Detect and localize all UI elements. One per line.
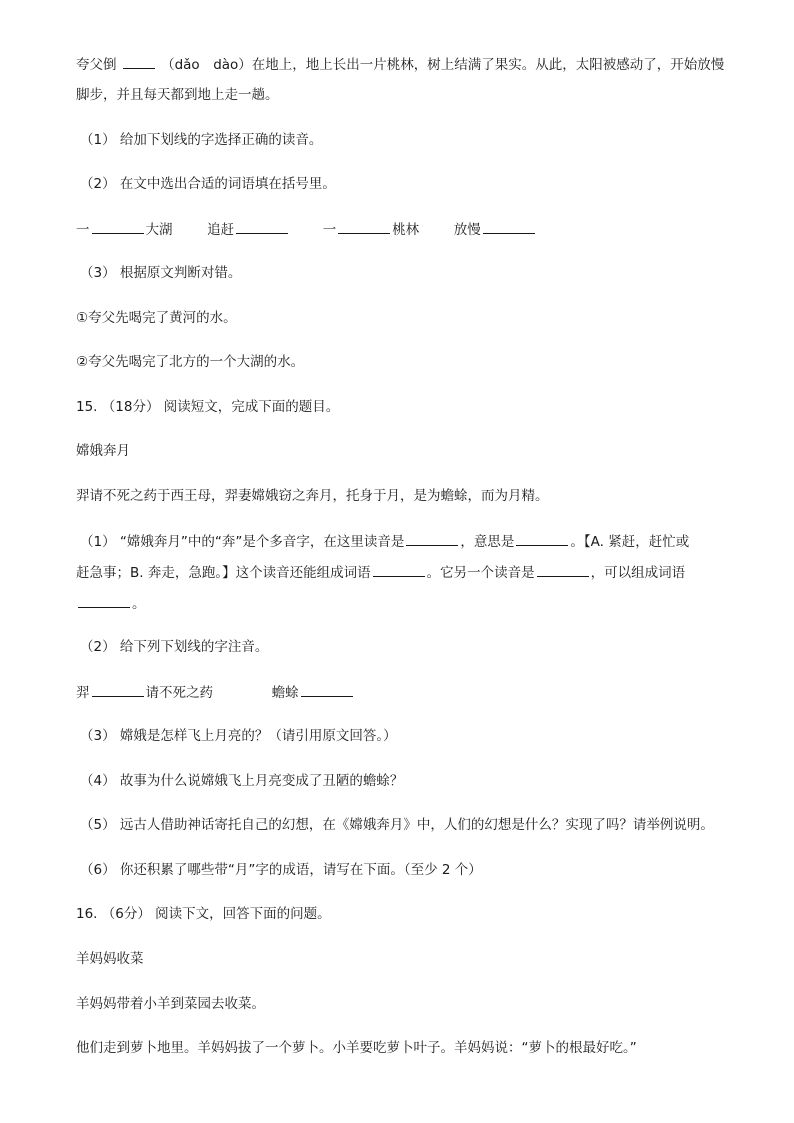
q14-sub-3: （3） 根据原文判断对错。 (80, 265, 242, 281)
q14-judge-2: ②夸父先喝完了北方的一个大湖的水。 (76, 354, 305, 370)
blank (92, 682, 144, 697)
blank (483, 219, 535, 234)
paragraph-line-2: 脚步，并且每天都到地上走一趟。 (76, 87, 279, 103)
blank (123, 54, 155, 69)
q15-heading: 15. （18分） 阅读短文，完成下面的题目。 (76, 399, 340, 415)
q15-sub-1-line-2: 赶急事；B. 奔走，急跑。】这个读音还能组成词语 。它另一个读音是 ，可以组成词语 (76, 562, 685, 583)
blank (338, 219, 390, 234)
q14-fill-row: 一 大湖 追赶 一 桃林 放慢 (76, 219, 537, 240)
blank (373, 562, 425, 577)
q15-sub-5: （5） 远古人借助神话寄托自己的幻想，在《嫦娥奔月》中，人们的幻想是什么？实现了吗？请举例说明。 (80, 817, 714, 833)
q15-fill-row: 羿 请不死之药 蟾蜍 (76, 682, 355, 703)
q16-title: 羊妈妈收菜 (76, 951, 144, 967)
q15-sub-3: （3） 嫦娥是怎样飞上月亮的？（请引用原文回答。） (80, 728, 397, 744)
q16-heading: 16. （6分） 阅读下文，回答下面的问题。 (76, 906, 331, 922)
blank (78, 593, 130, 608)
q14-sub-2: （2） 在文中选出合适的词语填在括号里。 (80, 176, 336, 192)
blank (537, 562, 589, 577)
blank (301, 682, 353, 697)
q14-sub-1: （1） 给加下划线的字选择正确的读音。 (80, 132, 323, 148)
paragraph-line-1: 夸父倒 （dǎo dào）在地上，地上长出一片桃林，树上结满了果实。从此，太阳被感动了，开始放慢 (76, 54, 724, 75)
q16-para-2: 他们走到萝卜地里。羊妈妈拔了一个萝卜。小羊要吃萝卜叶子。羊妈妈说：“萝卜的根最好吃。” (76, 1040, 637, 1056)
q15-text: 羿请不死之药于西王母，羿妻嫦娥窃之奔月，托身于月，是为蟾蜍，而为月精。 (76, 488, 549, 504)
q15-sub-1-line-3: 。 (76, 593, 146, 614)
q14-judge-1: ①夸父先喝完了黄河的水。 (76, 310, 237, 326)
blank (92, 219, 144, 234)
q15-sub-6: （6） 你还积累了哪些带“月”字的成语，请写在下面。（至少 2 个） (80, 862, 482, 878)
q15-title: 嫦娥奔月 (76, 443, 130, 459)
q15-sub-2: （2） 给下列下划线的字注音。 (80, 639, 269, 655)
q16-para-1: 羊妈妈带着小羊到菜园去收菜。 (76, 996, 265, 1012)
q15-sub-1-line-1: （1） “嫦娥奔月”中的“奔”是个多音字，在这里读音是 ，意思是 。【A. 紧赶，赶忙或 (80, 531, 689, 552)
blank (236, 219, 288, 234)
q15-sub-4: （4） 故事为什么说嫦娥飞上月亮变成了丑陋的蟾蜍？ (80, 773, 404, 789)
blank (406, 531, 458, 546)
blank (516, 531, 568, 546)
